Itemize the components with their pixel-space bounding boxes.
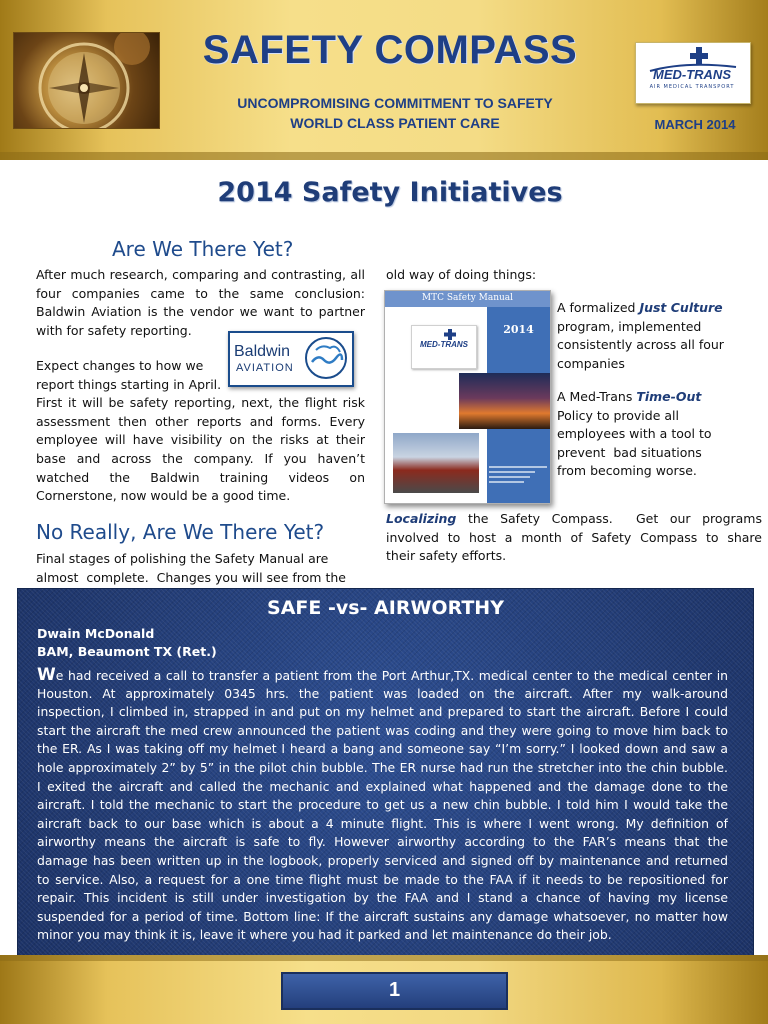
time-out-emphasis: Time-Out: [636, 389, 702, 404]
just-culture-item: [557, 299, 762, 373]
story-line: hole approximately 2” by 5” in the pilot chin bubble. The ER nurse had run the stretcher into the chin bubble.: [37, 759, 728, 775]
story-line: inspection, I climbed in, strapped in and put on my helmet and prepared to start the aircraft. Before I could: [37, 704, 728, 720]
header-subtitle-1: UNCOMPROMISING COMMITMENT TO SAFETY: [237, 95, 553, 111]
text-line: watched the Baldwin training videos on: [36, 469, 365, 485]
text-line: Final stages of polishing the Safety Manual are: [36, 551, 329, 566]
text-line: employees with a tool to: [557, 426, 712, 442]
story-line: I exited the aircraft and called the mechanic and explained what happened and the damage done to the: [37, 778, 728, 794]
dropcap: W: [37, 666, 56, 685]
text-line: First it will be safety reporting, next, the flight risk: [36, 395, 365, 411]
section1-paragraph-2: [36, 357, 365, 506]
localizing-emphasis: Localizing: [386, 511, 457, 526]
story-line: to service. Also, a request for a one time flight must be made to the FAA if it needs to be repositioned for: [37, 871, 728, 887]
section-heading-are-we-there-yet: Are We There Yet?: [112, 237, 294, 261]
page-number: 1: [388, 979, 401, 1001]
text-line: employee will have visibility on the risks at their: [36, 432, 365, 448]
localizing-paragraph: [386, 510, 762, 566]
text-line: report things starting in April.: [36, 376, 222, 392]
story-line: We had received a call to transfer a patient from the Port Arthur,TX. medical center to the medical center in: [37, 666, 728, 685]
section-heading-no-really: No Really, Are We There Yet?: [36, 520, 325, 544]
text-line: companies: [557, 355, 625, 371]
story-line: minor you may think it is, leave it where you had it parked and let maintenance do their job.: [37, 927, 612, 943]
manual-logo-text: MED-TRANS: [420, 340, 468, 349]
safe-vs-airworthy-title: SAFE -vs- AIRWORTHY: [267, 597, 504, 619]
logo-subtext: AIR MEDICAL TRANSPORT: [649, 84, 735, 90]
text-line: consistently across all four: [557, 337, 724, 353]
right-intro: old way of doing things:: [386, 267, 537, 282]
safety-manual-cover: [384, 290, 551, 504]
text-line: almost complete. Changes you will see from the: [36, 569, 346, 585]
manual-logo: [411, 325, 477, 369]
just-culture-emphasis: Just Culture: [639, 300, 723, 315]
compass-icon: [14, 33, 159, 128]
section1-paragraph-1: [36, 266, 365, 340]
text-line: from becoming worse.: [557, 463, 697, 479]
issue-date: MARCH 2014: [654, 117, 736, 132]
newsletter-title: SAFETY COMPASS: [202, 28, 578, 72]
helicopter-crew-photo: [393, 433, 479, 493]
baldwin-sub: AVIATION: [236, 362, 294, 374]
text-line: Cornerstone, now would be a good time.: [36, 488, 291, 504]
story-line: aircraft back to our base which is about a 4 minute flight. This is where I went wrong. My definition of: [37, 815, 728, 831]
story-line: airworthy means the aircraft is safe to fly. However airworthy according to the FAR’s means that the: [37, 834, 728, 850]
text-line: After much research, comparing and contrasting, all: [36, 267, 365, 282]
text-line: assessment then other reports and forms. Every: [36, 413, 365, 429]
helicopter-sunset-photo: [459, 373, 550, 429]
text-line: Baldwin Aviation is the vendor we want to partner: [36, 304, 365, 320]
text-line: A formalized Just Culture: [557, 300, 723, 315]
manual-year: 2014: [503, 323, 534, 336]
page-number-box: [281, 972, 508, 1010]
main-heading: 2014 Safety Initiatives: [217, 177, 563, 208]
text-line: program, implemented: [557, 318, 702, 334]
text-line: four companies came to the same conclusion:: [36, 285, 365, 301]
story-line: repair. This incident is still under investigation by the FAA and I stand a chance of having my license: [37, 890, 728, 906]
compass-photo: [13, 32, 160, 129]
manual-title: MTC Safety Manual: [421, 293, 514, 303]
author-name: Dwain McDonald: [37, 626, 155, 641]
text-line: Expect changes to how we: [36, 358, 204, 373]
header-banner: [0, 0, 768, 160]
text-line: A Med-Trans Time-Out: [557, 389, 702, 404]
section2-paragraph: [36, 550, 365, 587]
time-out-item: [557, 388, 762, 481]
text-line: with for safety reporting.: [36, 322, 192, 338]
med-trans-logo: [635, 42, 751, 104]
story-line: the ER. As I was taking off my helmet I heard a bang and someone say “I’m sorry.” I looked down and saw a: [37, 741, 728, 757]
safe-vs-airworthy-box: [17, 588, 754, 957]
story-line: start the aircraft the med crew announced the patient was coding and they were going to move him back to: [37, 722, 728, 738]
story-line: Houston. At approximately 0345 hrs. the patient was loaded on the aircraft. After my walk-around: [37, 685, 728, 701]
story-line: aircraft. I told the mechanic to start the procedure to get us a new chin bubble. I told him I would take the: [37, 797, 728, 813]
header-subtitle-2: WORLD CLASS PATIENT CARE: [290, 115, 500, 131]
text-line: their safety efforts.: [386, 548, 507, 564]
logo-text: MED-TRANS: [653, 67, 731, 82]
story-text: [37, 666, 728, 945]
text-line: base and across the company. If you haven’t: [36, 450, 365, 466]
text-line: Localizing the Safety Compass. Get our programs: [386, 511, 762, 526]
story-line: suspended for a period of time. Bottom line: If the aircraft sustains any damage whatsoever, no matter how: [37, 908, 728, 924]
author-role: BAM, Beaumont TX (Ret.): [37, 644, 217, 659]
text-line: Policy to provide all: [557, 407, 679, 423]
text-line: involved to host a month of Safety Compass to share: [386, 529, 762, 545]
text-line: prevent bad situations: [557, 444, 702, 460]
manual-fine-print-decoration: [489, 463, 547, 486]
story-line: damage has been written up in the logbook, properly serviced and signed off by maintenance and returned: [37, 852, 728, 868]
baldwin-name: Baldwin: [234, 343, 291, 360]
